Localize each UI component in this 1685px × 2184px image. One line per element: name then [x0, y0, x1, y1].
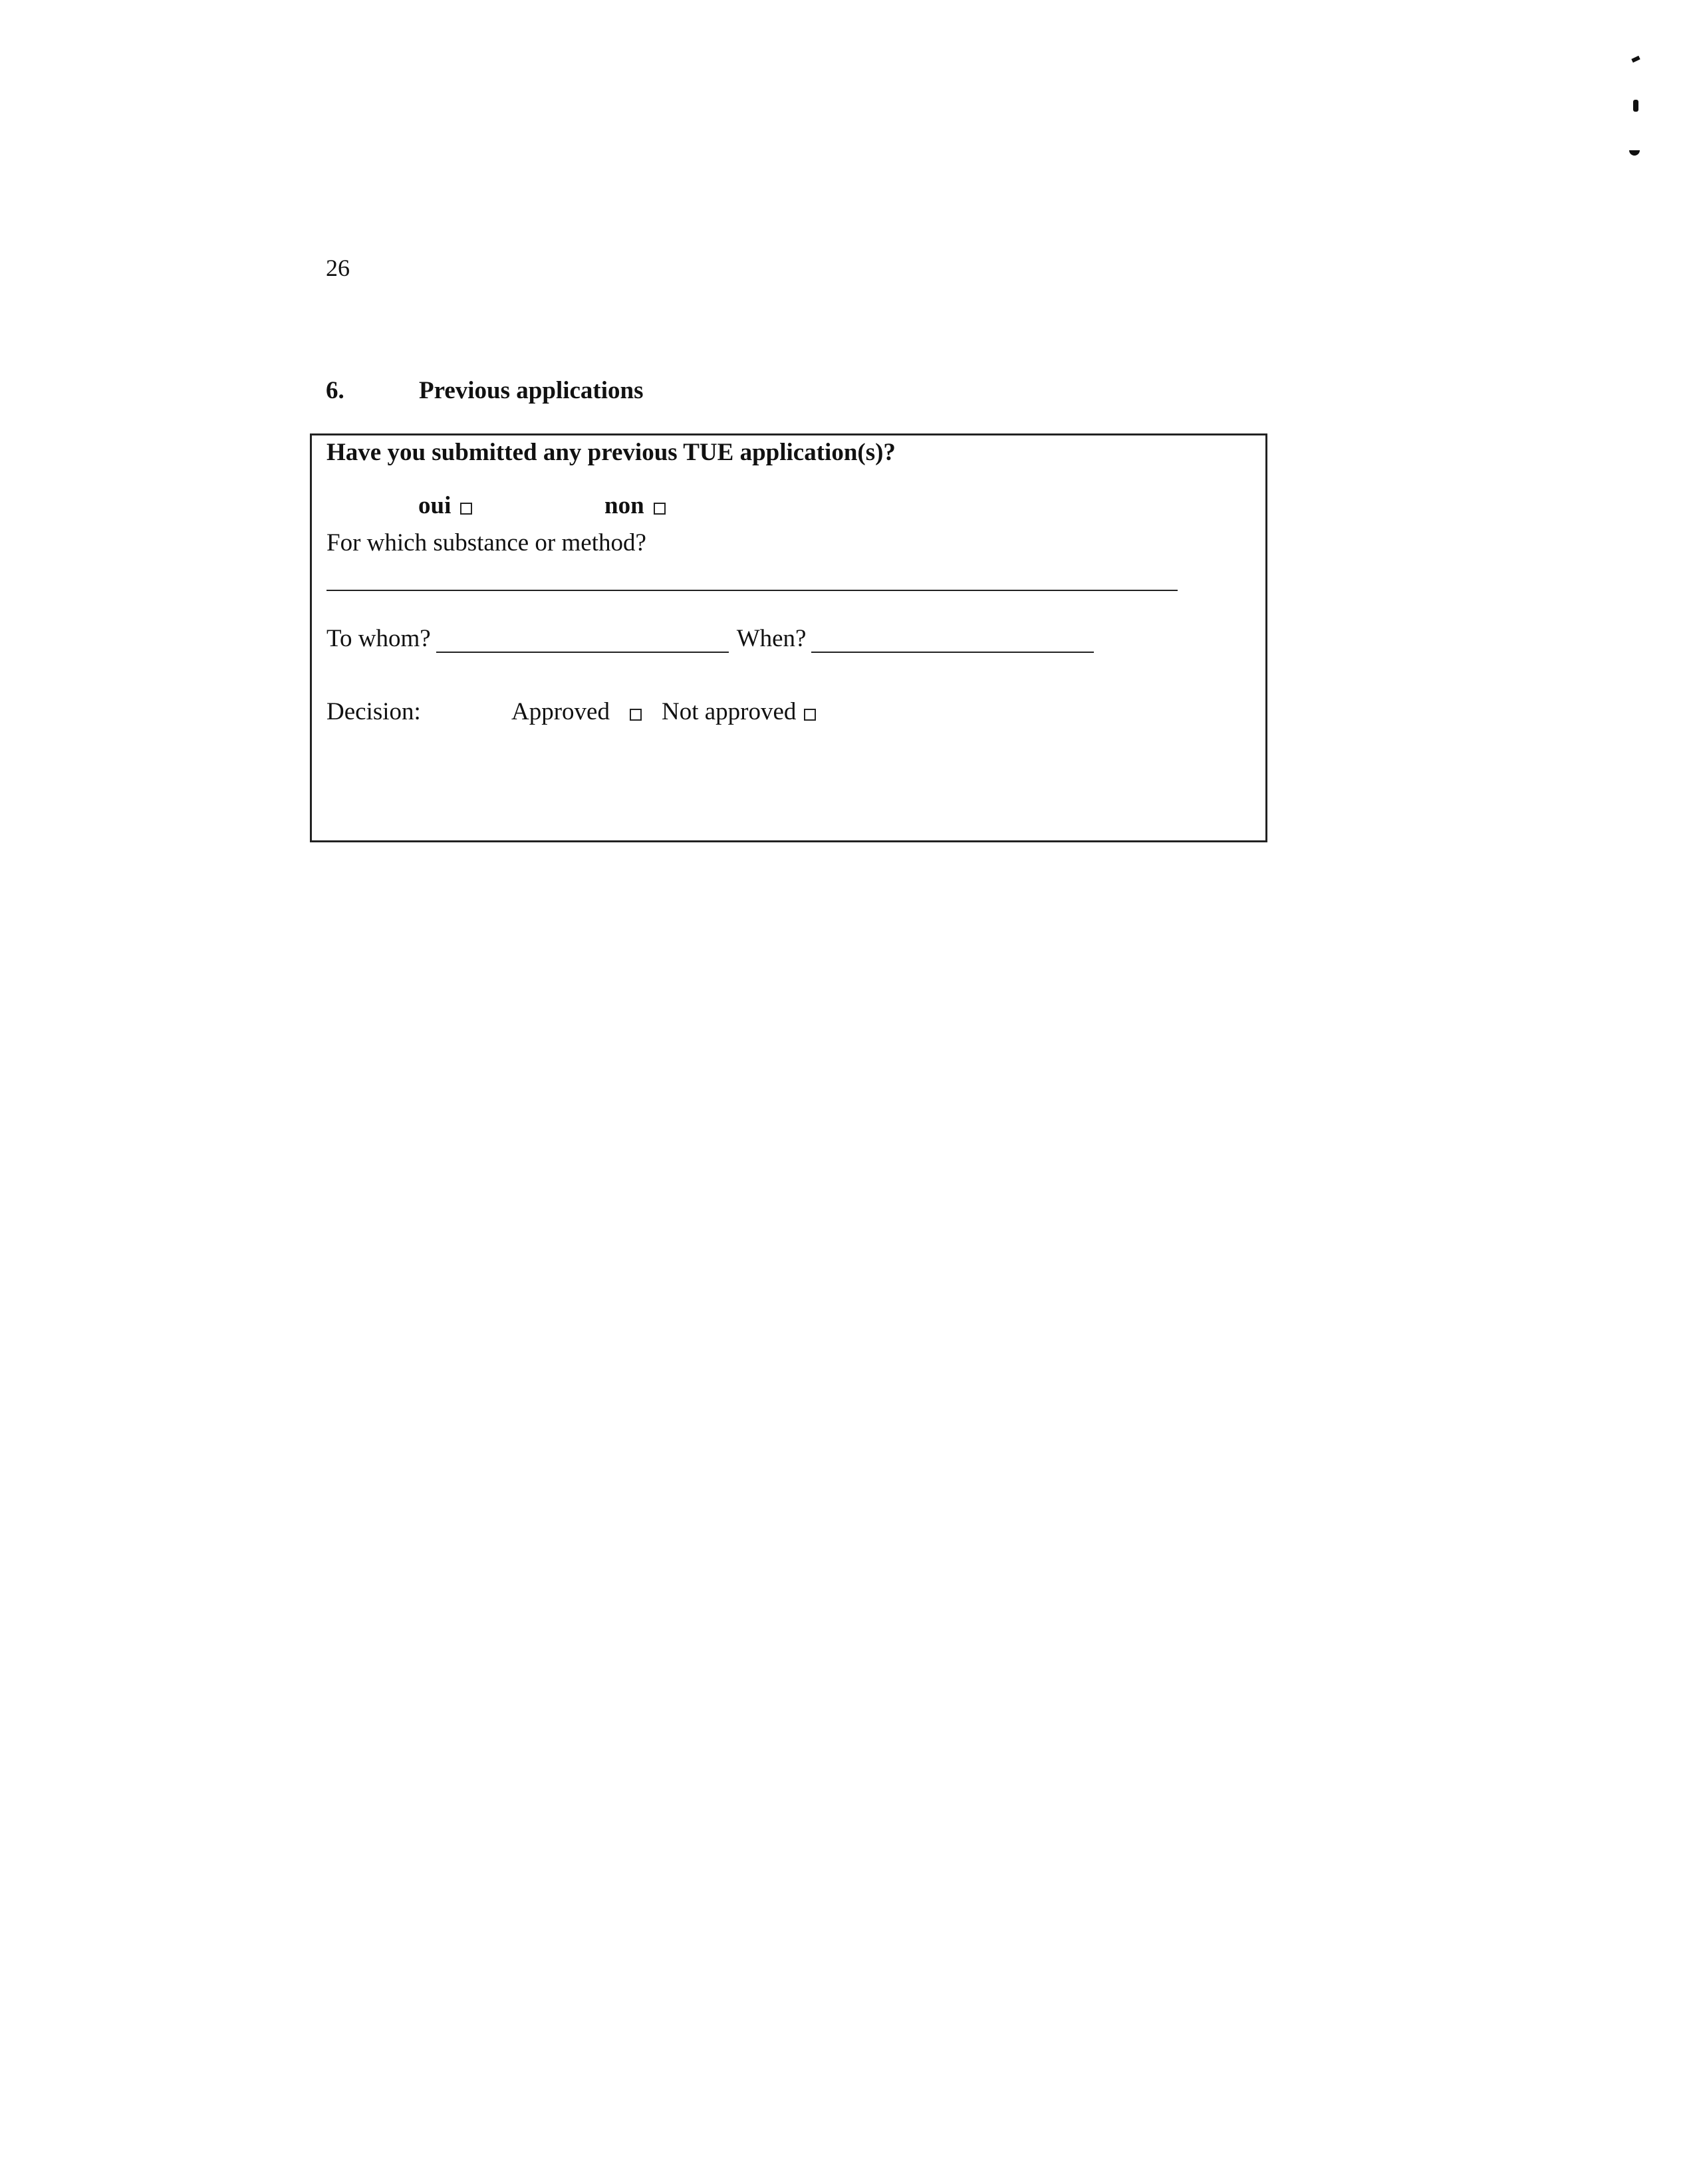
option-yes [418, 491, 472, 520]
whom-label: To whom? [326, 625, 431, 652]
decision-approved [511, 697, 642, 726]
approved-label: Approved [511, 698, 610, 725]
checkbox-yes[interactable] [460, 503, 472, 515]
checkbox-not-approved[interactable] [804, 709, 816, 721]
section-heading [326, 376, 644, 405]
not-approved-label: Not approved [661, 698, 797, 725]
whom-field[interactable] [436, 628, 729, 653]
previous-applications-box [310, 433, 1267, 842]
when-label: When? [736, 625, 807, 652]
checkbox-approved[interactable] [630, 709, 642, 721]
option-no-label: non [604, 492, 644, 519]
scan-mark-bottom [1629, 150, 1640, 156]
option-yes-label: oui [418, 492, 452, 519]
decision-row [326, 697, 816, 726]
substance-field[interactable] [326, 590, 1178, 591]
page-number: 26 [326, 255, 350, 281]
scan-mark-top [1631, 56, 1640, 63]
checkbox-no[interactable] [654, 503, 666, 515]
when-field[interactable] [811, 628, 1094, 653]
option-no [604, 491, 666, 520]
question-text: Have you submitted any previous TUE application(s)? [326, 439, 896, 466]
section-number: 6. [326, 377, 344, 404]
whom-when-row [326, 624, 1094, 653]
substance-label: For which substance or method? [326, 529, 646, 556]
section-title: Previous applications [419, 377, 644, 404]
scan-mark-middle [1633, 100, 1638, 112]
decision-not-approved [662, 697, 816, 726]
decision-label: Decision: [326, 698, 421, 725]
